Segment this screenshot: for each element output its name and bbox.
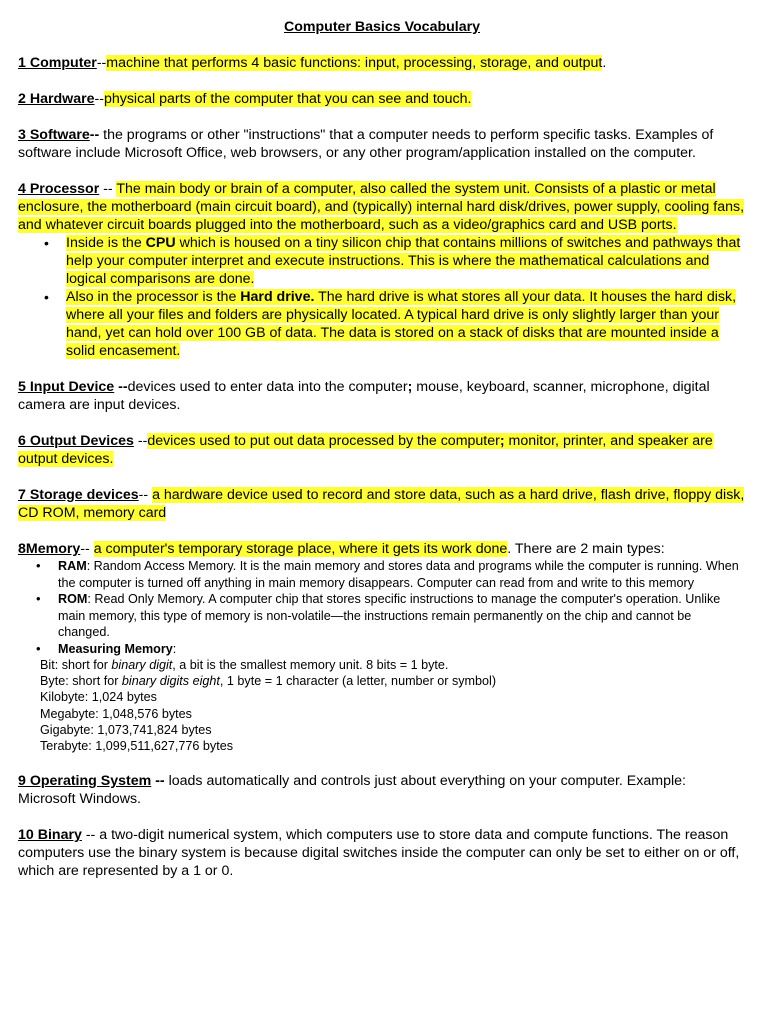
term-software: 3 Software: [18, 127, 90, 143]
unit-kilobyte: Kilobyte: 1,024 bytes: [40, 690, 157, 705]
entry-input-device: [18, 378, 746, 414]
term-storage-devices: 7 Storage devices: [18, 487, 139, 503]
separator: --: [96, 55, 107, 71]
term-computer: 1 Computer: [18, 55, 97, 71]
unit-text: Bit: short for: [40, 658, 112, 672]
unit-italic: binary digits eight: [121, 674, 220, 689]
definition-highlight: The main body or brain of a computer, also called the system unit. Consists of a plastic or metal enclosure, the motherboard (main circuit board), and (typically) internal hard disk/drives, power supply, cooling fans, and whatever circuit boards plugged into the motherboard, such as a video/graphics card and USB ports.: [18, 181, 745, 233]
entry-binary: [18, 826, 746, 880]
semicolon: ;: [499, 433, 505, 449]
bullet-text: Also in the processor is the: [66, 289, 241, 305]
entry-storage-devices: [18, 486, 746, 522]
term-input-device: 5 Input Device: [18, 379, 115, 395]
definition-text: a two-digit numerical system, which computers use to store data and compute functions. The reason computers use the binary system is because digital switches inside the computer can only be set to either on or off, which are represented by a 1 or 0.: [18, 827, 740, 880]
bullet-text: which is housed on a tiny silicon chip that contains millions of switches and pathways that help your computer interpret and execute instructions. This is where the mathematical calculations and logical comparisons are done.: [66, 235, 741, 287]
term-binary: 10 Binary: [18, 827, 82, 844]
separator: --: [94, 91, 104, 107]
definition-tail: .: [602, 55, 607, 71]
unit-bit: [40, 657, 746, 673]
unit-text: , 1 byte = 1 character (a letter, number or symbol): [219, 674, 497, 689]
separator: --: [89, 127, 100, 143]
unit-byte: [40, 673, 746, 689]
separator: --: [138, 487, 153, 503]
ram-text: : Random Access Memory. It is the main memory and stores data and programs while the computer is running. When the computer is turned off anything in main memory disappears. Computer can read from and write to this memory: [58, 559, 739, 590]
term-memory: 8Memory: [18, 541, 81, 557]
term-processor: 4 Processor: [18, 181, 100, 197]
measuring-memory-label: Measuring Memory: [58, 641, 173, 656]
entry-memory: [18, 540, 746, 754]
colon: :: [172, 641, 177, 656]
rom-label: ROM: [58, 592, 88, 606]
term-hardware: 2 Hardware: [18, 91, 95, 107]
unit-text: , a bit is the smallest memory unit. 8 bits = 1 byte.: [172, 658, 449, 672]
unit-italic: binary digit: [111, 658, 173, 672]
list-item-measuring-memory: [58, 641, 746, 658]
processor-bullets: [18, 234, 746, 360]
definition-tail: . There are 2 main types:: [507, 541, 665, 557]
definition-text: mouse, keyboard, scanner, microphone, digital camera are input devices.: [18, 379, 710, 413]
separator: --: [114, 379, 128, 395]
bullet-bold: Hard drive.: [240, 289, 315, 305]
definition-text: devices used to enter data into the computer: [127, 379, 408, 395]
memory-types-list: [18, 558, 746, 657]
bullet-text: Inside is the: [66, 235, 146, 251]
definition-highlight: a computer's temporary storage place, where it gets its work done: [93, 541, 508, 557]
definition-highlight: physical parts of the computer that you can see and touch.: [103, 91, 472, 107]
bullet-text: The hard drive is what stores all your data. It houses the hard disk, where all your files and folders are physically located. A typical hard drive is only slightly larger than your hand, yet can hold over 100 GB of data. The data is stored on a stack of disks that are mounted inside a solid encasement.: [66, 289, 737, 359]
separator: --: [99, 181, 117, 197]
entry-software: [18, 126, 746, 162]
definition-highlight: monitor, printer, and speaker are output devices.: [18, 433, 713, 467]
document-title: Computer Basics Vocabulary: [283, 19, 481, 35]
memory-definition: [18, 540, 746, 558]
list-item-ram: [58, 558, 746, 591]
entry-operating-system: [18, 772, 746, 808]
entry-output-devices: [18, 432, 746, 468]
definition-text: the programs or other "instructions" that a computer needs to perform specific tasks. Examples of software include Microsoft Office, web browsers, or any other program/application installed on the computer.: [18, 127, 714, 161]
separator: --: [151, 773, 165, 790]
list-item: [66, 288, 746, 360]
term-operating-system: 9 Operating System: [18, 773, 152, 790]
rom-text: : Read Only Memory. A computer chip that stores specific instructions to manage the computer's operation. Unlike main memory, this type of memory is non-volatile—the instructions remain permanently on the chip and cannot be changed.: [58, 592, 721, 639]
definition-highlight: devices used to put out data processed by the computer: [147, 433, 500, 449]
unit-terabyte: Terabyte: 1,099,511,627,776 bytes: [40, 739, 234, 754]
entry-hardware: [18, 90, 746, 108]
bullet-bold: CPU: [145, 235, 176, 251]
unit-megabyte: Megabyte: 1,048,576 bytes: [40, 706, 192, 721]
semicolon: ;: [407, 379, 413, 395]
separator: --: [81, 827, 96, 844]
term-output-devices: 6 Output Devices: [18, 433, 134, 449]
definition-highlight: machine that performs 4 basic functions: input, processing, storage, and output: [106, 55, 603, 71]
list-item: [66, 234, 746, 288]
ram-label: RAM: [58, 559, 87, 573]
separator: --: [133, 433, 148, 449]
entry-computer: [18, 54, 746, 72]
memory-units: [18, 657, 746, 754]
processor-definition: [18, 180, 746, 234]
unit-gigabyte: Gigabyte: 1,073,741,824 bytes: [40, 722, 212, 737]
entry-processor: [18, 180, 746, 360]
definition-highlight: a hardware device used to record and store data, such as a hard drive, flash drive, floppy disk, CD ROM, memory card: [18, 487, 745, 521]
separator: --: [80, 541, 94, 557]
unit-text: Byte: short for: [40, 674, 122, 689]
list-item-rom: [58, 591, 746, 641]
definition-text: loads automatically and controls just about everything on your computer. Example: Microsoft Windows.: [18, 773, 686, 808]
